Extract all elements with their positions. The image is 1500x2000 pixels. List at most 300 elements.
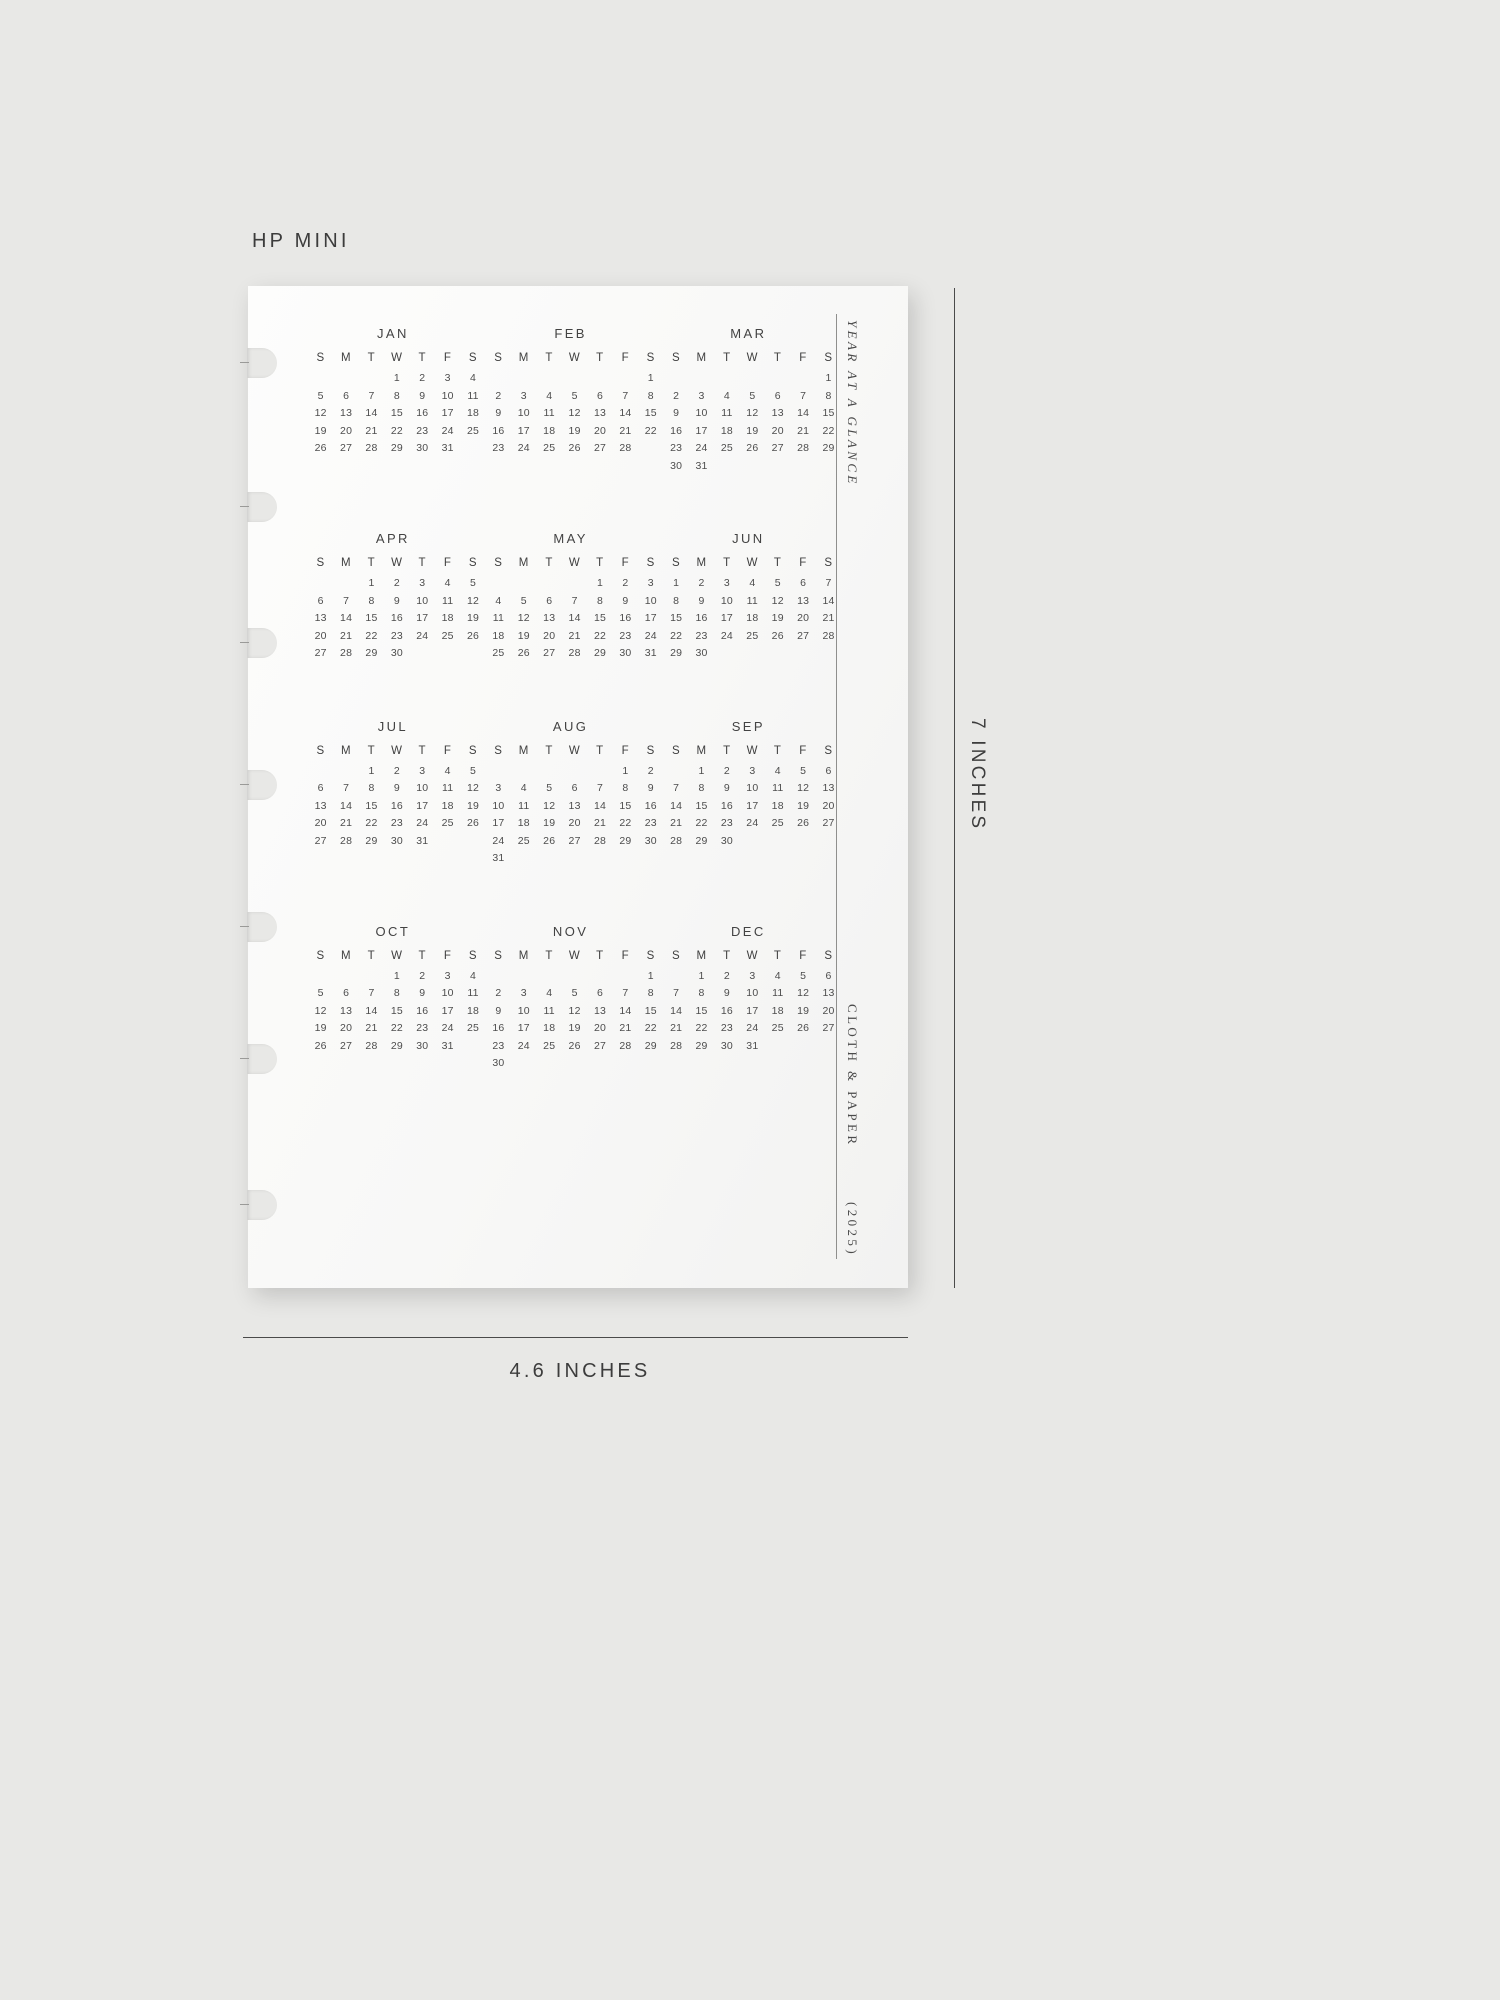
- date-cell[interactable]: 16: [644, 799, 657, 812]
- date-cell[interactable]: 31: [492, 852, 505, 864]
- date-cell[interactable]: 12: [797, 782, 810, 794]
- date-cell[interactable]: 23: [492, 1039, 505, 1052]
- date-cell[interactable]: 15: [365, 799, 378, 812]
- date-cell[interactable]: 24: [517, 1039, 530, 1052]
- date-cell[interactable]: 26: [771, 629, 784, 642]
- date-cell[interactable]: 21: [822, 612, 835, 624]
- date-cell[interactable]: 29: [695, 834, 708, 847]
- date-cell[interactable]: 7: [800, 389, 807, 402]
- date-cell[interactable]: 25: [771, 1022, 784, 1034]
- date-cell[interactable]: 13: [543, 612, 556, 624]
- date-cell[interactable]: 4: [470, 969, 477, 982]
- date-cell[interactable]: 19: [568, 424, 581, 437]
- date-cell[interactable]: 1: [647, 969, 654, 982]
- date-cell[interactable]: 2: [419, 969, 426, 982]
- date-cell[interactable]: 10: [746, 782, 759, 794]
- date-cell[interactable]: 5: [571, 389, 578, 402]
- date-cell[interactable]: 6: [343, 987, 350, 999]
- date-cell[interactable]: 11: [467, 987, 479, 999]
- date-cell[interactable]: 3: [520, 389, 527, 402]
- date-cell[interactable]: 15: [619, 799, 632, 812]
- date-cell[interactable]: 28: [670, 834, 683, 847]
- date-cell[interactable]: 12: [771, 594, 784, 607]
- date-cell[interactable]: 6: [774, 389, 781, 402]
- date-cell[interactable]: 31: [644, 647, 657, 659]
- date-cell[interactable]: 20: [593, 1022, 607, 1034]
- date-cell[interactable]: 30: [390, 647, 403, 659]
- date-cell[interactable]: 28: [568, 647, 581, 659]
- date-cell[interactable]: 9: [698, 594, 705, 607]
- date-cell[interactable]: 13: [771, 407, 784, 419]
- date-cell[interactable]: 8: [698, 987, 705, 999]
- date-cell[interactable]: 24: [492, 834, 505, 847]
- date-cell[interactable]: 15: [365, 612, 378, 624]
- date-cell[interactable]: 8: [673, 594, 680, 607]
- date-cell[interactable]: 30: [416, 442, 429, 454]
- date-cell[interactable]: 27: [771, 442, 784, 454]
- date-cell[interactable]: 7: [622, 389, 629, 402]
- date-cell[interactable]: 6: [825, 764, 832, 777]
- date-cell[interactable]: 1: [622, 764, 629, 777]
- date-cell[interactable]: 11: [492, 612, 505, 624]
- date-cell[interactable]: 10: [746, 987, 759, 999]
- date-cell[interactable]: 1: [647, 372, 654, 384]
- date-cell[interactable]: 8: [622, 782, 629, 794]
- date-cell[interactable]: 12: [568, 1004, 581, 1017]
- date-cell[interactable]: 30: [619, 647, 632, 659]
- date-cell[interactable]: 18: [441, 799, 454, 812]
- date-cell[interactable]: 27: [797, 629, 810, 642]
- date-cell[interactable]: 20: [771, 424, 784, 437]
- date-cell[interactable]: 2: [393, 764, 400, 777]
- date-cell[interactable]: 26: [797, 817, 810, 829]
- date-cell[interactable]: 28: [670, 1039, 683, 1052]
- date-cell[interactable]: 11: [721, 407, 733, 419]
- date-cell[interactable]: 13: [340, 407, 353, 419]
- date-cell[interactable]: 16: [416, 407, 429, 419]
- date-cell[interactable]: 17: [441, 407, 454, 419]
- date-cell[interactable]: 8: [825, 389, 832, 402]
- date-cell[interactable]: 6: [317, 594, 324, 607]
- date-cell[interactable]: 6: [546, 594, 553, 607]
- date-cell[interactable]: 4: [546, 389, 553, 402]
- date-cell[interactable]: 23: [670, 442, 683, 454]
- date-cell[interactable]: 22: [822, 424, 835, 437]
- date-cell[interactable]: 26: [746, 442, 759, 454]
- date-cell[interactable]: 10: [695, 407, 708, 419]
- date-cell[interactable]: 29: [670, 647, 683, 659]
- date-cell[interactable]: 28: [365, 442, 378, 454]
- date-cell[interactable]: 5: [800, 969, 807, 982]
- date-cell[interactable]: 24: [416, 817, 429, 829]
- date-cell[interactable]: 3: [749, 764, 756, 777]
- date-cell[interactable]: 21: [365, 424, 378, 437]
- date-cell[interactable]: 11: [543, 1004, 555, 1017]
- date-cell[interactable]: 21: [340, 629, 353, 642]
- date-cell[interactable]: 20: [822, 1004, 835, 1017]
- date-cell[interactable]: 4: [749, 577, 756, 589]
- date-cell[interactable]: 18: [543, 424, 556, 437]
- date-cell[interactable]: 16: [390, 799, 403, 812]
- date-cell[interactable]: 5: [774, 577, 781, 589]
- date-cell[interactable]: 12: [568, 407, 581, 419]
- date-cell[interactable]: 23: [720, 1022, 733, 1034]
- date-cell[interactable]: 21: [340, 817, 353, 829]
- date-cell[interactable]: 30: [670, 459, 683, 472]
- date-cell[interactable]: 18: [441, 612, 454, 624]
- date-cell[interactable]: 19: [746, 424, 759, 437]
- date-cell[interactable]: 1: [393, 372, 400, 384]
- date-cell[interactable]: 16: [619, 612, 632, 624]
- date-cell[interactable]: 5: [520, 594, 527, 607]
- date-cell[interactable]: 25: [720, 442, 733, 454]
- date-cell[interactable]: 14: [340, 799, 353, 812]
- date-cell[interactable]: 26: [797, 1022, 810, 1034]
- date-cell[interactable]: 26: [568, 1039, 581, 1052]
- date-cell[interactable]: 19: [797, 799, 810, 812]
- date-cell[interactable]: 3: [749, 969, 756, 982]
- date-cell[interactable]: 17: [517, 1022, 530, 1034]
- date-cell[interactable]: 16: [492, 1022, 505, 1034]
- date-cell[interactable]: 10: [441, 987, 454, 999]
- date-cell[interactable]: 14: [365, 407, 378, 419]
- date-cell[interactable]: 20: [340, 1022, 353, 1034]
- date-cell[interactable]: 28: [619, 442, 632, 454]
- date-cell[interactable]: 27: [568, 834, 581, 847]
- date-cell[interactable]: 11: [772, 987, 784, 999]
- date-cell[interactable]: 15: [670, 612, 683, 624]
- date-cell[interactable]: 9: [393, 594, 400, 607]
- date-cell[interactable]: 13: [340, 1004, 353, 1017]
- date-cell[interactable]: 15: [390, 1004, 403, 1017]
- date-cell[interactable]: 20: [593, 424, 607, 437]
- date-cell[interactable]: 8: [596, 594, 604, 607]
- date-cell[interactable]: 17: [746, 799, 759, 812]
- date-cell[interactable]: 23: [390, 629, 403, 642]
- date-cell[interactable]: 27: [593, 1039, 607, 1052]
- date-cell[interactable]: 5: [571, 987, 578, 999]
- date-cell[interactable]: 5: [546, 782, 553, 794]
- date-cell[interactable]: 22: [593, 629, 607, 642]
- date-cell[interactable]: 9: [622, 594, 629, 607]
- date-cell[interactable]: 19: [568, 1022, 581, 1034]
- date-cell[interactable]: 29: [822, 442, 835, 454]
- date-cell[interactable]: 12: [746, 407, 759, 419]
- date-cell[interactable]: 3: [419, 577, 426, 589]
- date-cell[interactable]: 18: [517, 817, 530, 829]
- date-cell[interactable]: 15: [695, 799, 708, 812]
- date-cell[interactable]: 10: [720, 594, 733, 607]
- date-cell[interactable]: 19: [466, 612, 480, 624]
- date-cell[interactable]: 25: [543, 442, 556, 454]
- date-cell[interactable]: 13: [568, 799, 581, 812]
- date-cell[interactable]: 4: [444, 764, 451, 777]
- date-cell[interactable]: 12: [466, 782, 480, 794]
- date-cell[interactable]: 21: [365, 1022, 378, 1034]
- date-cell[interactable]: 27: [593, 442, 607, 454]
- date-cell[interactable]: 8: [393, 987, 400, 999]
- date-cell[interactable]: 7: [343, 782, 350, 794]
- date-cell[interactable]: 9: [673, 407, 680, 419]
- date-cell[interactable]: 20: [314, 817, 327, 829]
- date-cell[interactable]: 23: [644, 817, 657, 829]
- date-cell[interactable]: 2: [698, 577, 705, 589]
- date-cell[interactable]: 6: [343, 389, 350, 402]
- date-cell[interactable]: 30: [695, 647, 708, 659]
- date-cell[interactable]: 23: [492, 442, 505, 454]
- date-cell[interactable]: 6: [800, 577, 807, 589]
- date-cell[interactable]: 19: [797, 1004, 810, 1017]
- date-cell[interactable]: 1: [596, 577, 604, 589]
- date-cell[interactable]: 8: [368, 594, 375, 607]
- date-cell[interactable]: 7: [596, 782, 604, 794]
- date-cell[interactable]: 19: [543, 817, 556, 829]
- date-cell[interactable]: 21: [797, 424, 810, 437]
- date-cell[interactable]: 11: [441, 782, 454, 794]
- date-cell[interactable]: 21: [593, 817, 607, 829]
- date-cell[interactable]: 24: [441, 1022, 454, 1034]
- date-cell[interactable]: 15: [644, 407, 657, 419]
- date-cell[interactable]: 22: [644, 424, 657, 437]
- date-cell[interactable]: 12: [797, 987, 810, 999]
- date-cell[interactable]: 24: [517, 442, 530, 454]
- date-cell[interactable]: 30: [390, 834, 403, 847]
- date-cell[interactable]: 29: [365, 834, 378, 847]
- date-cell[interactable]: 29: [644, 1039, 657, 1052]
- date-cell[interactable]: 9: [723, 782, 730, 794]
- date-cell[interactable]: 25: [543, 1039, 556, 1052]
- date-cell[interactable]: 29: [593, 647, 607, 659]
- date-cell[interactable]: 26: [517, 647, 530, 659]
- date-cell[interactable]: 11: [772, 782, 784, 794]
- date-cell[interactable]: 4: [774, 969, 781, 982]
- date-cell[interactable]: 1: [698, 764, 705, 777]
- date-cell[interactable]: 29: [390, 1039, 403, 1052]
- date-cell[interactable]: 5: [317, 389, 324, 402]
- date-cell[interactable]: 19: [771, 612, 784, 624]
- date-cell[interactable]: 30: [492, 1057, 505, 1069]
- date-cell[interactable]: 26: [466, 629, 480, 642]
- date-cell[interactable]: 27: [314, 834, 327, 847]
- date-cell[interactable]: 2: [393, 577, 400, 589]
- date-cell[interactable]: 26: [314, 1039, 327, 1052]
- date-cell[interactable]: 11: [543, 407, 555, 419]
- date-cell[interactable]: 20: [314, 629, 327, 642]
- date-cell[interactable]: 17: [746, 1004, 759, 1017]
- date-cell[interactable]: 17: [517, 424, 530, 437]
- date-cell[interactable]: 2: [647, 764, 654, 777]
- date-cell[interactable]: 14: [593, 799, 607, 812]
- date-cell[interactable]: 23: [695, 629, 708, 642]
- date-cell[interactable]: 30: [644, 834, 657, 847]
- date-cell[interactable]: 31: [695, 459, 708, 472]
- date-cell[interactable]: 8: [368, 782, 375, 794]
- date-cell[interactable]: 4: [723, 389, 730, 402]
- date-cell[interactable]: 25: [746, 629, 759, 642]
- date-cell[interactable]: 4: [774, 764, 781, 777]
- date-cell[interactable]: 9: [419, 987, 426, 999]
- date-cell[interactable]: 12: [466, 594, 480, 607]
- date-cell[interactable]: 2: [723, 764, 730, 777]
- date-cell[interactable]: 15: [695, 1004, 708, 1017]
- date-cell[interactable]: 8: [698, 782, 705, 794]
- date-cell[interactable]: 24: [746, 1022, 759, 1034]
- date-cell[interactable]: 23: [416, 1022, 429, 1034]
- date-cell[interactable]: 6: [596, 987, 604, 999]
- date-cell[interactable]: 16: [390, 612, 403, 624]
- date-cell[interactable]: 21: [619, 1022, 632, 1034]
- date-cell[interactable]: 1: [825, 372, 832, 384]
- date-cell[interactable]: 19: [517, 629, 530, 642]
- date-cell[interactable]: 23: [416, 424, 429, 437]
- date-cell[interactable]: 9: [495, 407, 502, 419]
- date-cell[interactable]: 20: [543, 629, 556, 642]
- date-cell[interactable]: 18: [466, 1004, 480, 1017]
- date-cell[interactable]: 28: [797, 442, 810, 454]
- date-cell[interactable]: 10: [416, 594, 429, 607]
- date-cell[interactable]: 18: [543, 1022, 556, 1034]
- date-cell[interactable]: 5: [470, 764, 477, 777]
- date-cell[interactable]: 14: [670, 799, 683, 812]
- date-cell[interactable]: 15: [593, 612, 607, 624]
- date-cell[interactable]: 27: [314, 647, 327, 659]
- date-cell[interactable]: 18: [771, 799, 784, 812]
- date-cell[interactable]: 19: [314, 1022, 327, 1034]
- date-cell[interactable]: 5: [800, 764, 807, 777]
- date-cell[interactable]: 24: [644, 629, 657, 642]
- date-cell[interactable]: 16: [670, 424, 683, 437]
- date-cell[interactable]: 28: [340, 834, 353, 847]
- date-cell[interactable]: 25: [466, 1022, 480, 1034]
- date-cell[interactable]: 7: [673, 782, 680, 794]
- date-cell[interactable]: 23: [390, 817, 403, 829]
- date-cell[interactable]: 31: [441, 1039, 454, 1052]
- date-cell[interactable]: 7: [825, 577, 832, 589]
- date-cell[interactable]: 1: [368, 577, 375, 589]
- date-cell[interactable]: 2: [495, 389, 502, 402]
- date-cell[interactable]: 3: [520, 987, 527, 999]
- date-cell[interactable]: 14: [797, 407, 810, 419]
- date-cell[interactable]: 12: [543, 799, 556, 812]
- date-cell[interactable]: 13: [593, 407, 607, 419]
- date-cell[interactable]: 17: [416, 799, 429, 812]
- date-cell[interactable]: 16: [492, 424, 505, 437]
- date-cell[interactable]: 14: [340, 612, 353, 624]
- date-cell[interactable]: 11: [518, 799, 530, 812]
- date-cell[interactable]: 16: [416, 1004, 429, 1017]
- date-cell[interactable]: 5: [470, 577, 477, 589]
- date-cell[interactable]: 9: [495, 1004, 502, 1017]
- date-cell[interactable]: 7: [673, 987, 680, 999]
- date-cell[interactable]: 29: [619, 834, 632, 847]
- date-cell[interactable]: 11: [441, 594, 454, 607]
- date-cell[interactable]: 2: [419, 372, 426, 384]
- date-cell[interactable]: 5: [317, 987, 324, 999]
- date-cell[interactable]: 25: [492, 647, 505, 659]
- date-cell[interactable]: 27: [543, 647, 556, 659]
- date-cell[interactable]: 9: [647, 782, 654, 794]
- date-cell[interactable]: 20: [340, 424, 353, 437]
- date-cell[interactable]: 31: [416, 834, 429, 847]
- date-cell[interactable]: 25: [466, 424, 480, 437]
- date-cell[interactable]: 10: [441, 389, 454, 402]
- date-cell[interactable]: 21: [619, 424, 632, 437]
- date-cell[interactable]: 7: [368, 389, 375, 402]
- date-cell[interactable]: 11: [467, 389, 479, 402]
- date-cell[interactable]: 10: [492, 799, 505, 812]
- date-cell[interactable]: 1: [698, 969, 705, 982]
- date-cell[interactable]: 4: [470, 372, 477, 384]
- date-cell[interactable]: 9: [723, 987, 730, 999]
- date-cell[interactable]: 7: [622, 987, 629, 999]
- date-cell[interactable]: 28: [822, 629, 835, 642]
- date-cell[interactable]: 24: [695, 442, 708, 454]
- date-cell[interactable]: 20: [797, 612, 810, 624]
- date-cell[interactable]: 29: [365, 647, 378, 659]
- date-cell[interactable]: 10: [517, 1004, 530, 1017]
- date-cell[interactable]: 31: [746, 1039, 759, 1052]
- date-cell[interactable]: 24: [441, 424, 454, 437]
- date-cell[interactable]: 18: [466, 407, 480, 419]
- date-cell[interactable]: 22: [695, 817, 708, 829]
- date-cell[interactable]: 8: [393, 389, 400, 402]
- date-cell[interactable]: 30: [720, 1039, 733, 1052]
- date-cell[interactable]: 22: [644, 1022, 657, 1034]
- date-cell[interactable]: 15: [822, 407, 835, 419]
- date-cell[interactable]: 10: [644, 594, 657, 607]
- date-cell[interactable]: 25: [441, 817, 454, 829]
- date-cell[interactable]: 9: [419, 389, 426, 402]
- date-cell[interactable]: 8: [647, 389, 654, 402]
- date-cell[interactable]: 9: [393, 782, 400, 794]
- date-cell[interactable]: 13: [314, 799, 327, 812]
- date-cell[interactable]: 12: [517, 612, 530, 624]
- date-cell[interactable]: 5: [749, 389, 756, 402]
- date-cell[interactable]: 24: [416, 629, 429, 642]
- date-cell[interactable]: 18: [492, 629, 505, 642]
- date-cell[interactable]: 13: [822, 782, 835, 794]
- date-cell[interactable]: 15: [644, 1004, 657, 1017]
- date-cell[interactable]: 25: [517, 834, 530, 847]
- date-cell[interactable]: 21: [670, 1022, 683, 1034]
- date-cell[interactable]: 14: [619, 407, 632, 419]
- date-cell[interactable]: 27: [340, 1039, 353, 1052]
- date-cell[interactable]: 16: [695, 612, 708, 624]
- date-cell[interactable]: 3: [444, 969, 451, 982]
- date-cell[interactable]: 26: [466, 817, 480, 829]
- date-cell[interactable]: 28: [593, 834, 607, 847]
- date-cell[interactable]: 26: [568, 442, 581, 454]
- date-cell[interactable]: 21: [670, 817, 683, 829]
- date-cell[interactable]: 3: [419, 764, 426, 777]
- date-cell[interactable]: 28: [365, 1039, 378, 1052]
- date-cell[interactable]: 17: [441, 1004, 454, 1017]
- date-cell[interactable]: 7: [368, 987, 375, 999]
- date-cell[interactable]: 14: [670, 1004, 683, 1017]
- date-cell[interactable]: 19: [466, 799, 480, 812]
- date-cell[interactable]: 14: [365, 1004, 378, 1017]
- date-cell[interactable]: 26: [314, 442, 327, 454]
- date-cell[interactable]: 29: [695, 1039, 708, 1052]
- date-cell[interactable]: 25: [441, 629, 454, 642]
- date-cell[interactable]: 14: [619, 1004, 632, 1017]
- date-cell[interactable]: 22: [365, 817, 378, 829]
- date-cell[interactable]: 18: [771, 1004, 784, 1017]
- date-cell[interactable]: 16: [720, 1004, 733, 1017]
- date-cell[interactable]: 3: [723, 577, 730, 589]
- date-cell[interactable]: 6: [571, 782, 578, 794]
- date-cell[interactable]: 25: [771, 817, 784, 829]
